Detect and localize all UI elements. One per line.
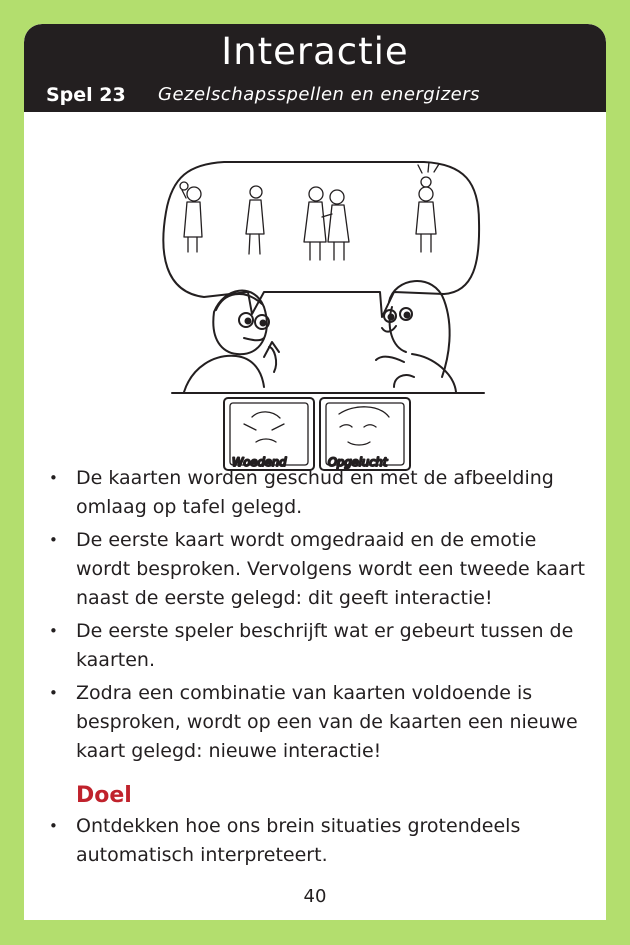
goal-list (48, 812, 588, 870)
list-item: • Zodra een combinatie van kaarten voldoende is besproken, wordt op een van de kaarten een nieuwe kaart gelegd: nieuwe interactie! (48, 679, 588, 766)
bullet-icon: • (49, 684, 58, 702)
thought-bubble (163, 162, 479, 317)
card-woedend (224, 398, 314, 470)
woman-figure (376, 281, 456, 392)
card-right-label: Opgelucht (328, 455, 388, 469)
conversation-illustration (144, 142, 494, 477)
bullet-icon: • (49, 817, 58, 835)
card-content (48, 464, 588, 874)
instruction-list (48, 464, 588, 766)
page-number: 40 (303, 886, 327, 907)
man-figure (184, 291, 279, 392)
goal-heading: Doel (76, 783, 132, 808)
card-opgelucht (320, 398, 410, 470)
bullet-icon: • (49, 469, 58, 487)
page-title: Interactie (221, 30, 409, 73)
bubble-figures (180, 162, 439, 260)
card-header (24, 24, 606, 112)
bullet-icon: • (49, 531, 58, 549)
bullet-icon: • (49, 622, 58, 640)
game-number: Spel 23 (46, 84, 126, 106)
list-item: • De eerste speler beschrijft wat er gebeurt tussen de kaarten. (48, 617, 588, 675)
game-card (24, 24, 606, 920)
category-subtitle: Gezelschapsspellen en energizers (158, 84, 481, 105)
list-item: • De eerste kaart wordt omgedraaid en de emotie wordt besproken. Vervolgens wordt een tweede kaart naast de eerste gelegd: dit geeft interactie! (48, 526, 588, 613)
card-left-label: Woedend (232, 455, 287, 469)
list-item: • Ontdekken hoe ons brein situaties grotendeels automatisch interpreteert. (48, 812, 588, 870)
list-item: • De kaarten worden geschud en met de afbeelding omlaag op tafel gelegd. (48, 464, 588, 522)
